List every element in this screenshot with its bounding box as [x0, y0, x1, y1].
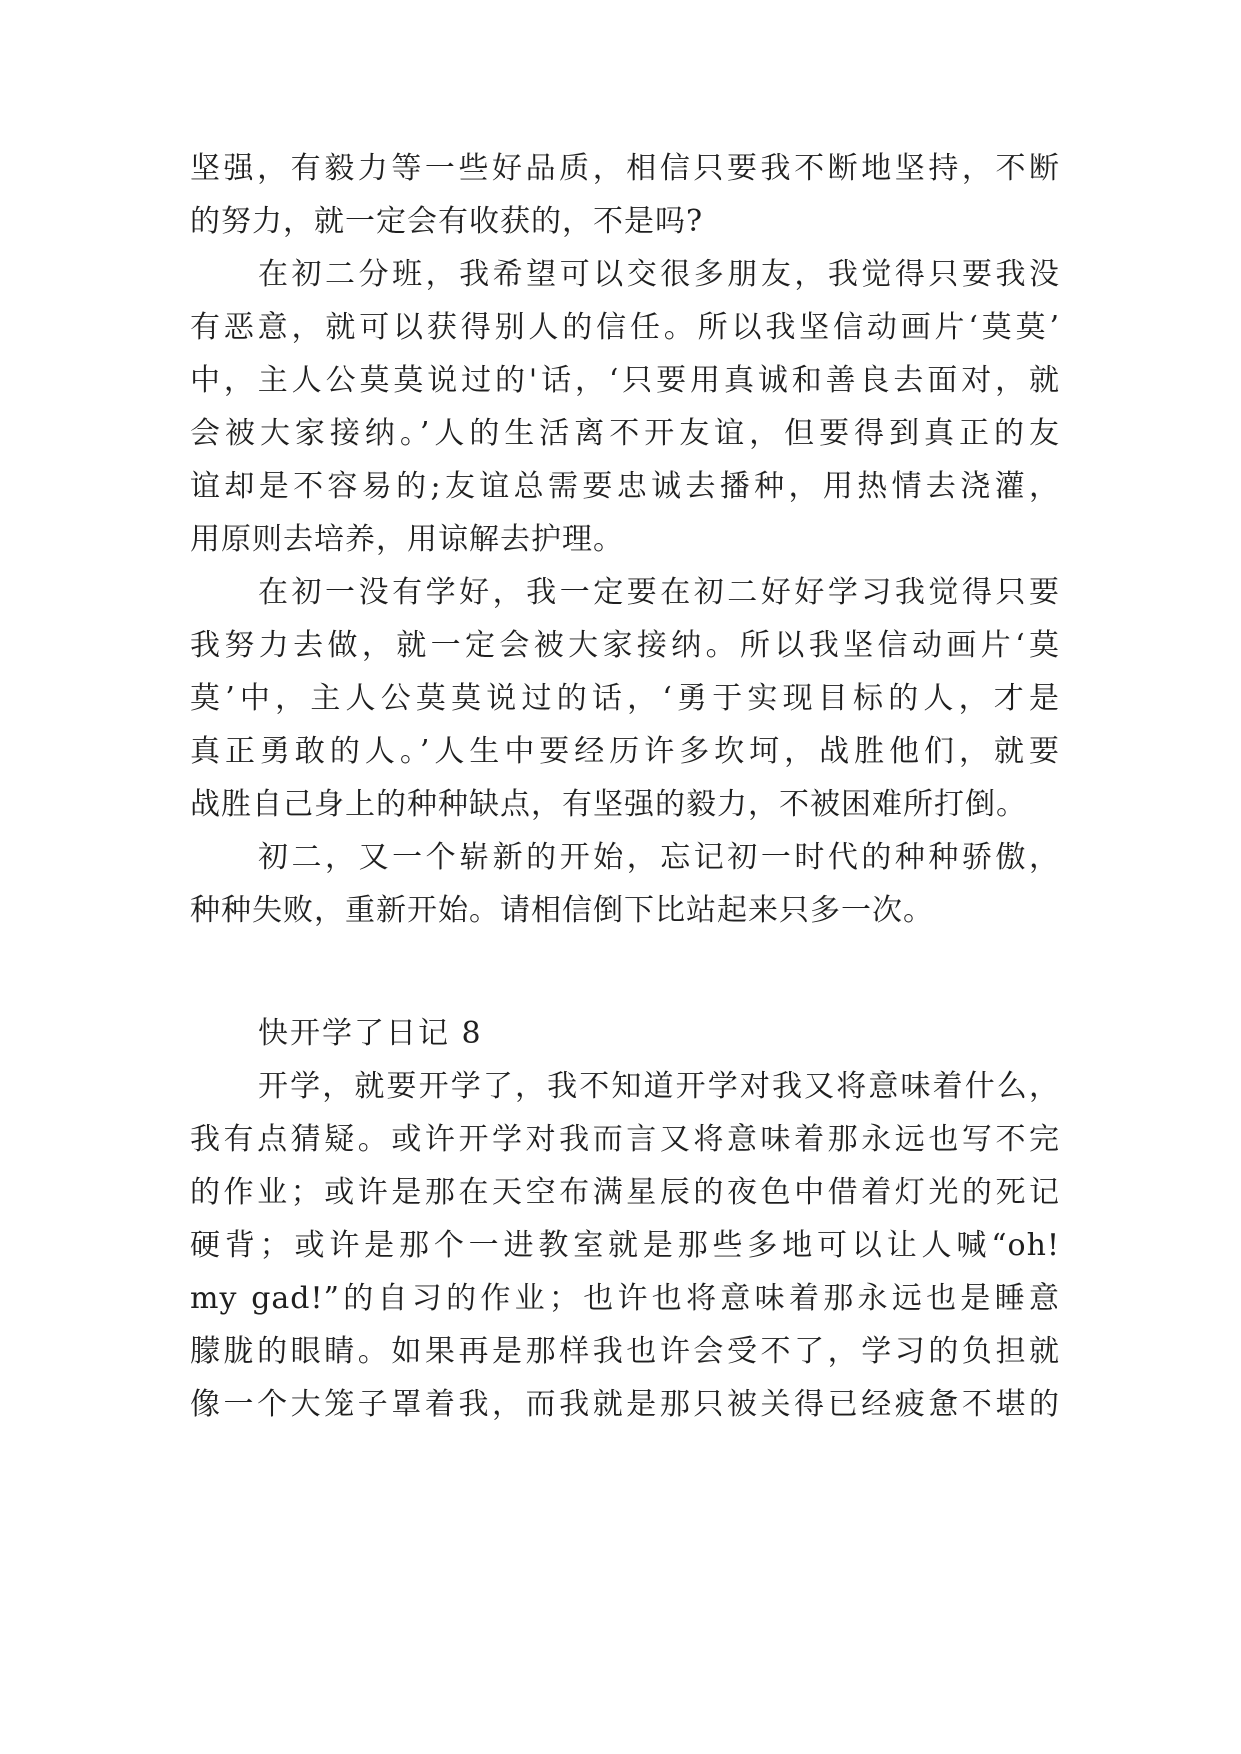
text-line: 会被大家接纳。’人的生活离不开友谊，但要得到真正的友: [190, 416, 1060, 451]
text-line: 用原则去培养，用谅解去护理。: [190, 522, 624, 557]
text-line: my gad!”的自习的作业；也许也将意味着那永远也是睡意: [190, 1281, 1060, 1316]
text-line: 战胜自己身上的种种缺点，有坚强的毅力，不被困难所打倒。: [190, 787, 1027, 822]
text-line: 的努力，就一定会有收获的，不是吗?: [190, 204, 704, 239]
text-line: 莫’中，主人公莫莫说过的话，‘勇于实现目标的人，才是: [190, 681, 1060, 716]
section-heading: 快开学了日记 8: [258, 1016, 483, 1051]
text-line: 在初二分班，我希望可以交很多朋友，我觉得只要我没: [258, 257, 1060, 292]
text-line: 真正勇敢的人。’人生中要经历许多坎坷，战胜他们，就要: [190, 734, 1060, 769]
text-line: 开学，就要开学了，我不知道开学对我又将意味着什么，: [258, 1069, 1060, 1104]
text-line: 初二，又一个崭新的开始，忘记初一时代的种种骄傲，: [258, 840, 1060, 875]
text-line: 坚强，有毅力等一些好品质，相信只要我不断地坚持，不断: [190, 151, 1060, 186]
text-line: 硬背；或许是那个一进教室就是那些多地可以让人喊“oh!: [190, 1228, 1060, 1263]
text-line: 中，主人公莫莫说过的'话，‘只要用真诚和善良去面对，就: [190, 363, 1060, 398]
text-line: 我有点猜疑。或许开学对我而言又将意味着那永远也写不完: [190, 1122, 1060, 1157]
text-line: 有恶意，就可以获得别人的信任。所以我坚信动画片‘莫莫’: [190, 310, 1060, 345]
text-line: 在初一没有学好，我一定要在初二好好学习我觉得只要: [258, 575, 1060, 610]
text-line: 朦胧的眼睛。如果再是那样我也许会受不了，学习的负担就: [190, 1334, 1060, 1369]
text-line: 我努力去做，就一定会被大家接纳。所以我坚信动画片‘莫: [190, 628, 1060, 663]
text-line: 的作业；或许是那在天空布满星辰的夜色中借着灯光的死记: [190, 1175, 1060, 1210]
text-line: 种种失败，重新开始。请相信倒下比站起来只多一次。: [190, 893, 934, 928]
text-line: 谊却是不容易的;友谊总需要忠诚去播种，用热情去浇灌，: [190, 469, 1060, 504]
text-line: 像一个大笼子罩着我，而我就是那只被关得已经疲惫不堪的: [190, 1387, 1060, 1422]
